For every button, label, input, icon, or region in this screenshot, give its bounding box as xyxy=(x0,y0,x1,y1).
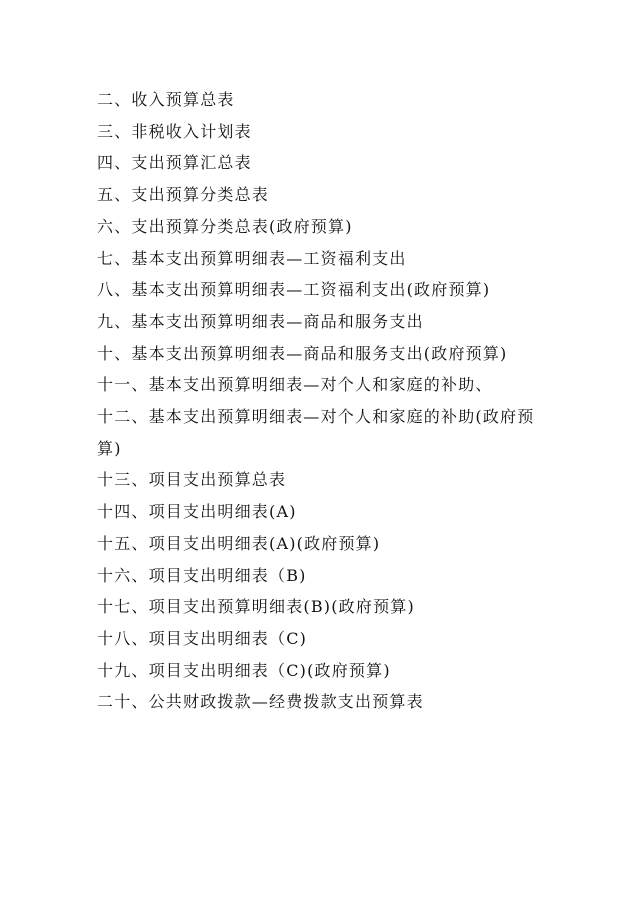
toc-item: 十六、项目支出明细表（B) xyxy=(97,565,307,585)
toc-item: 十七、项目支出预算明细表(B)(政府预算) xyxy=(97,597,415,617)
toc-item: 十、基本支出预算明细表—商品和服务支出(政府预算) xyxy=(97,343,508,363)
toc-item: 十八、项目支出明细表（C) xyxy=(97,628,308,648)
toc-item: 五、支出预算分类总表 xyxy=(97,185,270,205)
toc-item: 十五、项目支出明细表(A)(政府预算) xyxy=(97,533,381,553)
toc-item: 四、支出预算汇总表 xyxy=(97,153,252,173)
toc-item: 十九、项目支出明细表（C)(政府预算) xyxy=(97,660,391,680)
toc-item: 二十、公共财政拨款—经费拨款支出预算表 xyxy=(97,692,424,712)
toc-item: 八、基本支出预算明细表—工资福利支出(政府预算) xyxy=(97,280,491,300)
table-of-contents xyxy=(97,84,547,718)
toc-item: 十四、项目支出明细表(A) xyxy=(97,502,297,522)
toc-item: 十二、基本支出预算明细表—对个人和家庭的补助(政府预算) xyxy=(97,407,535,458)
toc-item: 十一、基本支出预算明细表—对个人和家庭的补助、 xyxy=(97,375,493,395)
toc-item: 十三、项目支出预算总表 xyxy=(97,470,287,490)
toc-item: 三、非税收入计划表 xyxy=(97,121,252,141)
toc-item: 七、基本支出预算明细表—工资福利支出 xyxy=(97,248,407,268)
toc-item: 九、基本支出预算明细表—商品和服务支出 xyxy=(97,311,424,331)
toc-item: 二、收入预算总表 xyxy=(97,90,235,109)
toc-item: 六、支出预算分类总表(政府预算) xyxy=(97,216,353,236)
